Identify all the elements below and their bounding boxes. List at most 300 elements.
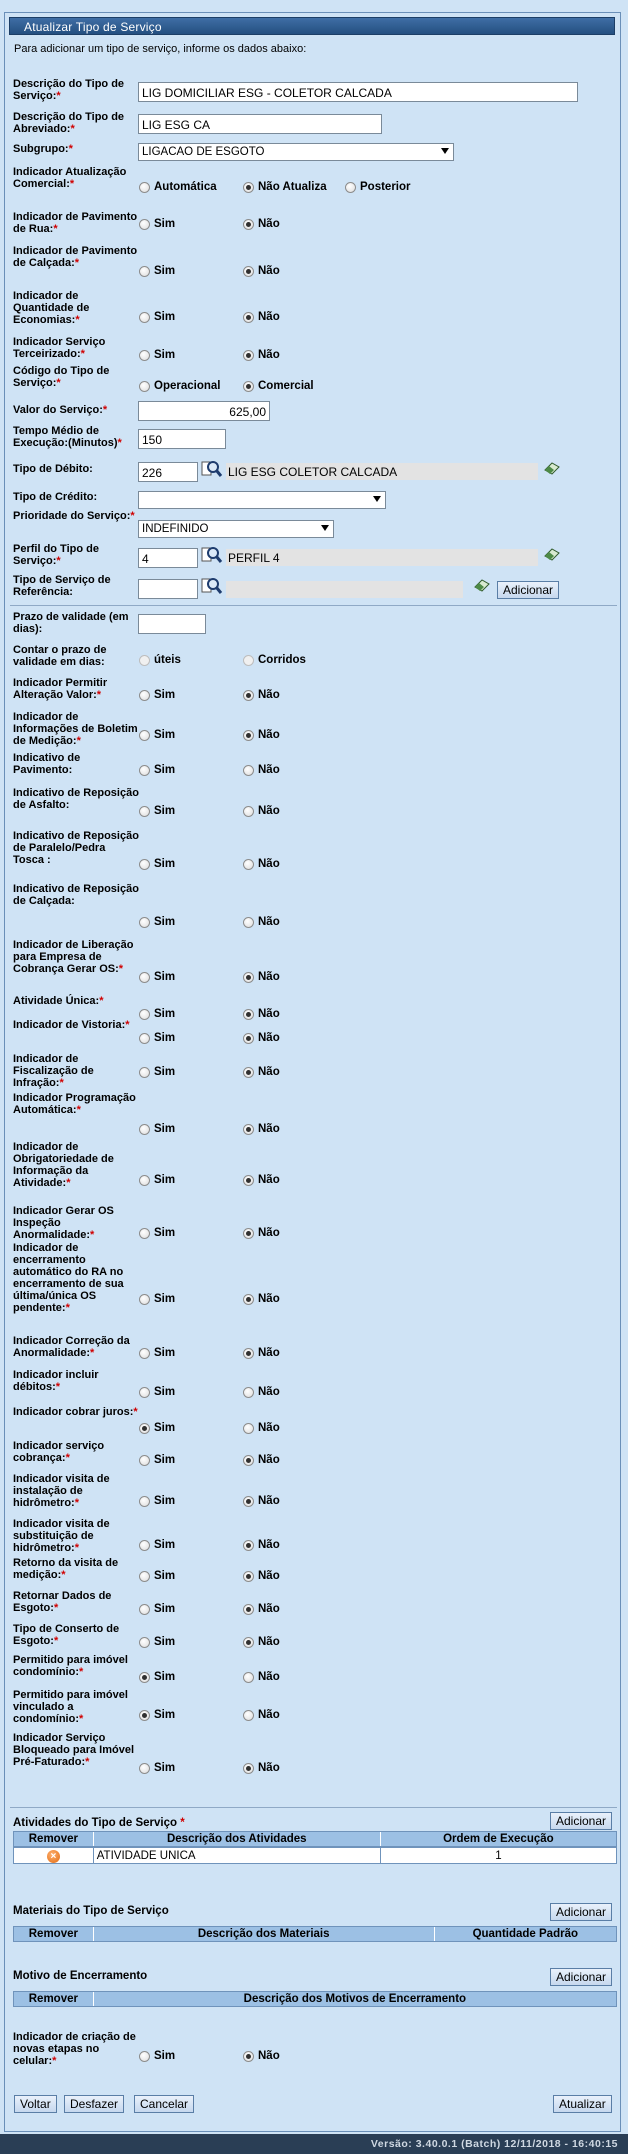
- radio-nao[interactable]: [243, 1293, 280, 1305]
- label-etapas: [13, 2031, 139, 2067]
- radio-nao[interactable]: [243, 1570, 280, 1582]
- radio-label: Não: [258, 349, 280, 361]
- required-marker: *: [61, 1569, 66, 1581]
- radio-button[interactable]: [139, 917, 150, 928]
- radio-label: Não: [258, 1174, 280, 1186]
- label-yesno-8: [13, 830, 139, 866]
- radio-nao[interactable]: [243, 1603, 280, 1615]
- radio-sim[interactable]: [139, 1495, 175, 1507]
- radio-sim[interactable]: [139, 916, 175, 928]
- radio-label: Sim: [154, 1227, 176, 1239]
- radio-label: Não: [258, 971, 280, 983]
- radio-button[interactable]: [243, 312, 254, 323]
- field-label-text: Permitido para imóvel vinculado a condomínio:: [13, 1689, 128, 1725]
- column-header: Remover: [14, 1927, 94, 1941]
- radio-button[interactable]: [243, 266, 254, 277]
- radio-button[interactable]: [139, 350, 150, 361]
- label-yesno-17: [13, 1242, 139, 1314]
- field-label-text: Descrição do Tipo de Abreviado:: [13, 111, 125, 135]
- radio-button[interactable]: [243, 381, 254, 392]
- select-value: LIGACAO DE ESGOTO: [142, 146, 265, 158]
- radio-button[interactable]: [139, 690, 150, 701]
- required-marker: *: [85, 1756, 90, 1768]
- radio-button[interactable]: [139, 312, 150, 323]
- required-marker: *: [90, 1347, 95, 1359]
- radio-button[interactable]: [243, 2051, 254, 2062]
- radio-button[interactable]: [139, 1175, 150, 1186]
- label-perfil: [13, 543, 139, 567]
- radio-button[interactable]: [243, 730, 254, 741]
- radio-corridos: [243, 654, 306, 666]
- radio-label: Não: [258, 916, 280, 928]
- field-label-text: Indicativo de Reposição de Paralelo/Pedra Tosca :: [13, 830, 139, 866]
- field-label-text: Indicador de Vistoria:: [13, 1019, 126, 1031]
- radio-label: Sim: [154, 1123, 176, 1135]
- label-prazo: [13, 611, 139, 635]
- radio-sim[interactable]: [139, 2050, 175, 2062]
- radio-nao[interactable]: [243, 1032, 280, 1044]
- radio-label: Sim: [154, 311, 176, 323]
- required-marker: *: [56, 555, 61, 567]
- radio-label: Sim: [154, 2050, 176, 2062]
- field-label-text: Indicador Atualização Comercial:: [13, 166, 127, 190]
- radio-button[interactable]: [139, 1496, 150, 1507]
- label-yesno-27: [13, 1654, 139, 1678]
- field-label-text: Indicador Gerar OS Inspeção Anormalidade:: [13, 1205, 114, 1241]
- label-credito: [13, 491, 139, 503]
- radio-sim[interactable]: [139, 1066, 175, 1078]
- field-label-text: Indicativo de Reposição de Calçada:: [13, 883, 139, 907]
- label-yesno-15: [13, 1141, 139, 1189]
- radio-nao[interactable]: [243, 1386, 280, 1398]
- field-label-text: Indicador cobrar juros:: [13, 1406, 134, 1418]
- radio-label: Não: [258, 1123, 280, 1135]
- remove-icon[interactable]: ×: [47, 1850, 60, 1863]
- field-label-text: Tempo Médio de Execução:(Minutos): [13, 425, 118, 449]
- required-marker: *: [52, 2055, 57, 2067]
- radio-button[interactable]: [243, 1540, 254, 1551]
- field-label-text: Indicador de Pavimento de Rua:: [13, 211, 138, 235]
- radio-button[interactable]: [139, 266, 150, 277]
- required-marker: *: [53, 1635, 59, 1647]
- radio-nao[interactable]: [243, 311, 280, 323]
- radio-button[interactable]: [243, 1710, 254, 1721]
- radio-nao[interactable]: [243, 1671, 280, 1683]
- radio-button[interactable]: [139, 1067, 150, 1078]
- label-yesno-20: [13, 1406, 139, 1418]
- prioridade-select[interactable]: [138, 520, 334, 538]
- eraser-icon[interactable]: [543, 547, 561, 561]
- radio-button[interactable]: [139, 859, 150, 870]
- required-marker: *: [53, 223, 58, 235]
- radio-nao[interactable]: [243, 916, 280, 928]
- radio-sim[interactable]: [139, 1422, 175, 1434]
- radio-label: Sim: [154, 916, 176, 928]
- radio-label: Não: [258, 1066, 280, 1078]
- radio-sim[interactable]: [139, 1709, 175, 1721]
- required-marker: *: [56, 90, 61, 102]
- radio-nao[interactable]: [243, 1066, 280, 1078]
- radio-nao[interactable]: [243, 1636, 280, 1648]
- label-yesno-16: [13, 1205, 139, 1241]
- radio-button[interactable]: [139, 730, 150, 741]
- radio-nao[interactable]: [243, 805, 280, 817]
- radio-label: Sim: [154, 1603, 176, 1615]
- debito-code-input[interactable]: 226: [138, 462, 198, 482]
- radio-label: Não: [258, 1227, 280, 1239]
- radio-label: Não: [258, 1603, 280, 1615]
- adicionar-referencia-button[interactable]: Adicionar: [497, 581, 559, 599]
- label-yesno-10: [13, 939, 139, 975]
- desfazer-button[interactable]: Desfazer: [64, 2095, 124, 2113]
- radio-label: Sim: [154, 1671, 176, 1683]
- radio-sim[interactable]: [139, 689, 175, 701]
- radio-nao[interactable]: [243, 1123, 280, 1135]
- radio-sim[interactable]: [139, 1762, 175, 1774]
- field-label-text: Tipo de Crédito:: [13, 491, 98, 503]
- radio-label: Não: [258, 1495, 280, 1507]
- radio-label: Sim: [154, 1066, 176, 1078]
- required-marker: *: [117, 437, 122, 449]
- radio-button[interactable]: [139, 219, 150, 230]
- radio-nao[interactable]: [243, 1008, 280, 1020]
- perfil-code-input[interactable]: 4: [138, 548, 198, 568]
- radio-button[interactable]: [139, 1763, 150, 1774]
- radio-nao-atualiza[interactable]: [243, 181, 327, 193]
- tempo-input[interactable]: 150: [138, 429, 226, 449]
- field-label-text: Código do Tipo de Serviço:: [13, 365, 110, 389]
- radio-sim[interactable]: [139, 311, 175, 323]
- radio-button[interactable]: [139, 1033, 150, 1044]
- radio-button[interactable]: [243, 1637, 254, 1648]
- eraser-icon[interactable]: [473, 578, 491, 592]
- radio-sim[interactable]: [139, 1636, 175, 1648]
- radio-button[interactable]: [139, 1423, 150, 1434]
- label-descricao: [13, 78, 139, 102]
- field-label-text: Indicador de criação de novas etapas no celular:: [13, 2031, 136, 2067]
- radio-label: Sim: [154, 805, 176, 817]
- radio-button[interactable]: [243, 219, 254, 230]
- radio-sim[interactable]: [139, 971, 175, 983]
- required-marker: *: [79, 1666, 84, 1678]
- adicionar-motivo-button[interactable]: Adicionar: [550, 1968, 612, 1986]
- radio-button[interactable]: [139, 1710, 150, 1721]
- radio-nao[interactable]: [243, 1454, 280, 1466]
- descricao-input[interactable]: LIG DOMICILIAR ESG - COLETOR CALCADA: [138, 82, 578, 102]
- radio-button[interactable]: [243, 972, 254, 983]
- radio-button[interactable]: [243, 917, 254, 928]
- radio-button[interactable]: [243, 182, 254, 193]
- field-label-text: Indicador de Quantidade de Economias:: [13, 290, 90, 326]
- radio-posterior[interactable]: [345, 181, 411, 193]
- radio-label: Não: [258, 1032, 280, 1044]
- label-codigo-tipo: [13, 365, 139, 389]
- radio-comercial[interactable]: [243, 380, 314, 392]
- atividade-description: ATIVIDADE UNICA: [94, 1848, 381, 1863]
- label-yesno-24: [13, 1557, 139, 1581]
- radio-button: [139, 655, 150, 666]
- radio-button[interactable]: [139, 1571, 150, 1582]
- radio-nao[interactable]: [243, 265, 280, 277]
- required-marker: *: [53, 1602, 59, 1614]
- radio-label: Não: [258, 805, 280, 817]
- radio-sim[interactable]: [139, 729, 175, 741]
- label-referencia: [13, 574, 139, 598]
- radio-label: Não: [258, 218, 280, 230]
- adicionar-material-button[interactable]: Adicionar: [550, 1903, 612, 1921]
- main-frame: [4, 12, 621, 2132]
- search-icon[interactable]: [201, 459, 223, 479]
- radio-sim[interactable]: [139, 1603, 175, 1615]
- radio-label: Comercial: [258, 380, 314, 392]
- radio-button[interactable]: [243, 1033, 254, 1044]
- radio-nao[interactable]: [243, 1495, 280, 1507]
- label-yesno-2: [13, 290, 139, 326]
- radio-label: Sim: [154, 1386, 176, 1398]
- search-icon[interactable]: [201, 545, 223, 565]
- field-label-text: Indicador visita de substituição de hidrômetro:: [13, 1518, 110, 1554]
- radio-sim[interactable]: [139, 1174, 175, 1186]
- radio-button[interactable]: [243, 765, 254, 776]
- radio-button[interactable]: [243, 1387, 254, 1398]
- radio-button[interactable]: [243, 1763, 254, 1774]
- table-row: [13, 1847, 617, 1864]
- radio-button[interactable]: [139, 1540, 150, 1551]
- radio-nao[interactable]: [243, 1709, 280, 1721]
- radio-sim[interactable]: [139, 1570, 175, 1582]
- radio-button[interactable]: [243, 1124, 254, 1135]
- radio-sim[interactable]: [139, 1008, 175, 1020]
- label-yesno-23: [13, 1518, 139, 1554]
- radio-nao[interactable]: [243, 764, 280, 776]
- radio-button: [243, 655, 254, 666]
- radio-button[interactable]: [243, 1009, 254, 1020]
- field-label-text: Prazo de validade (em dias):: [13, 611, 129, 635]
- radio-sim[interactable]: [139, 1539, 175, 1551]
- divider: [10, 605, 617, 606]
- field-label-text: Tipo de Serviço de Referência:: [13, 574, 111, 598]
- field-label-text: Tipo de Débito:: [13, 463, 93, 475]
- radio-sim[interactable]: [139, 805, 175, 817]
- radio-label: Sim: [154, 971, 176, 983]
- radio-sim[interactable]: [139, 218, 175, 230]
- form-area: [5, 13, 622, 2111]
- radio-button[interactable]: [243, 1604, 254, 1615]
- radio-nao[interactable]: [243, 1422, 280, 1434]
- field-label-text: Indicador de Fiscalização de Infração:: [13, 1053, 94, 1089]
- radio-sim[interactable]: [139, 1293, 175, 1305]
- radio-sim[interactable]: [139, 1032, 175, 1044]
- radio-sim[interactable]: [139, 1386, 175, 1398]
- field-label-text: Indicador de Pavimento de Calçada:: [13, 245, 138, 269]
- field-label-text: Atividade Única:: [13, 995, 100, 1007]
- radio-button[interactable]: [243, 1571, 254, 1582]
- radio-label: Não: [258, 1539, 280, 1551]
- required-marker: *: [56, 377, 61, 389]
- field-label-text: Indicador Correção da Anormalidade:: [13, 1335, 130, 1359]
- radio-sim[interactable]: [139, 1227, 175, 1239]
- radio-nao[interactable]: [243, 1347, 280, 1359]
- radio-nao[interactable]: [243, 1174, 280, 1186]
- referencia-description: [226, 581, 463, 598]
- radio-button[interactable]: [243, 1672, 254, 1683]
- radio-label: Não: [258, 265, 280, 277]
- radio-button[interactable]: [243, 1175, 254, 1186]
- radio-nao[interactable]: [243, 1762, 280, 1774]
- column-header: Remover: [14, 1832, 94, 1846]
- radio-sim[interactable]: [139, 764, 175, 776]
- radio-sim[interactable]: [139, 265, 175, 277]
- radio-button[interactable]: [139, 1455, 150, 1466]
- radio-nao[interactable]: [243, 2050, 280, 2062]
- radio-button[interactable]: [139, 381, 150, 392]
- required-marker: *: [80, 348, 85, 360]
- radio-label: Sim: [154, 1347, 176, 1359]
- motivo-table-header: [13, 1991, 617, 2007]
- atividade-ordem: 1: [495, 1850, 502, 1862]
- radio-sim[interactable]: [139, 858, 175, 870]
- column-header: Descrição dos Materiais: [94, 1927, 435, 1941]
- label-yesno-28: [13, 1689, 139, 1725]
- required-marker: *: [79, 1713, 84, 1725]
- radio-button[interactable]: [139, 806, 150, 817]
- label-yesno-21: [13, 1440, 139, 1464]
- label-prioridade: [13, 510, 139, 522]
- radio-button[interactable]: [139, 1348, 150, 1359]
- radio-sim[interactable]: [139, 1671, 175, 1683]
- field-label-text: Valor do Serviço:: [13, 404, 103, 416]
- label-yesno-4: [13, 677, 139, 701]
- radio-button[interactable]: [243, 1348, 254, 1359]
- label-yesno-18: [13, 1335, 139, 1359]
- radio-label: Sim: [154, 349, 176, 361]
- label-yesno-29: [13, 1732, 139, 1768]
- radio-label: Sim: [154, 1636, 176, 1648]
- radio-nao[interactable]: [243, 1539, 280, 1551]
- radio-label: Operacional: [154, 380, 221, 392]
- subgrupo-select[interactable]: [138, 143, 454, 161]
- radio-nao[interactable]: [243, 729, 280, 741]
- radio-label: Sim: [154, 1422, 176, 1434]
- field-label-text: Indicador Programação Automática:: [13, 1092, 136, 1116]
- atividades-title: [13, 1817, 185, 1829]
- radio-button[interactable]: [243, 859, 254, 870]
- radio-nao[interactable]: [243, 971, 280, 983]
- radio-nao[interactable]: [243, 858, 280, 870]
- field-label-text: Tipo de Conserto de Esgoto:: [13, 1623, 120, 1647]
- radio-label: Sim: [154, 265, 176, 277]
- credito-select[interactable]: [138, 491, 386, 509]
- radio-nao[interactable]: [243, 349, 280, 361]
- radio-nao[interactable]: [243, 1227, 280, 1239]
- radio-sim[interactable]: [139, 1123, 175, 1135]
- radio-label: Sim: [154, 1539, 176, 1551]
- eraser-icon[interactable]: [543, 461, 561, 475]
- radio-button[interactable]: [139, 765, 150, 776]
- chevron-down-icon: [441, 148, 449, 154]
- field-label-text: Retornar Dados de Esgoto:: [13, 1590, 112, 1614]
- label-yesno-19: [13, 1369, 139, 1393]
- column-header: Descrição dos Motivos de Encerramento: [243, 1993, 467, 2005]
- radio-label: Sim: [154, 1174, 176, 1186]
- radio-button[interactable]: [139, 1387, 150, 1398]
- radio-button[interactable]: [139, 1124, 150, 1135]
- radio-sim[interactable]: [139, 1347, 175, 1359]
- motivo-title: Motivo de Encerramento: [13, 1970, 148, 1982]
- radio-sim[interactable]: [139, 1454, 175, 1466]
- radio-nao[interactable]: [243, 218, 280, 230]
- radio-button[interactable]: [139, 972, 150, 983]
- radio-button[interactable]: [243, 1067, 254, 1078]
- radio-button[interactable]: [139, 2051, 150, 2062]
- cancelar-button[interactable]: Cancelar: [134, 2095, 194, 2113]
- radio-button[interactable]: [139, 1228, 150, 1239]
- label-yesno-5: [13, 711, 139, 747]
- label-yesno-22: [13, 1473, 139, 1509]
- radio-button[interactable]: [139, 182, 150, 193]
- valor-input[interactable]: 625,00: [138, 401, 270, 421]
- radio-button[interactable]: [243, 1228, 254, 1239]
- adicionar-atividade-button[interactable]: Adicionar: [550, 1812, 612, 1830]
- radio-label: Sim: [154, 729, 176, 741]
- radio-button[interactable]: [243, 690, 254, 701]
- label-yesno-1: [13, 245, 139, 269]
- atualizar-button[interactable]: Atualizar: [553, 2095, 612, 2113]
- search-icon[interactable]: [201, 576, 223, 596]
- radio-operacional[interactable]: [139, 380, 220, 392]
- radio-button[interactable]: [243, 806, 254, 817]
- prazo-input[interactable]: [138, 614, 206, 634]
- required-marker: *: [70, 123, 75, 135]
- field-label-text: Indicador incluir débitos:: [13, 1369, 99, 1393]
- radio-label: Não: [258, 689, 280, 701]
- radio-button[interactable]: [139, 1009, 150, 1020]
- radio-button[interactable]: [139, 1637, 150, 1648]
- radio-sim[interactable]: [139, 349, 175, 361]
- radio-button[interactable]: [243, 1496, 254, 1507]
- radio-label: Sim: [154, 764, 176, 776]
- field-label-text: Perfil do Tipo de Serviço:: [13, 543, 99, 567]
- label-yesno-3: [13, 336, 139, 360]
- required-marker: *: [76, 735, 81, 747]
- radio-button[interactable]: [243, 350, 254, 361]
- radio-button[interactable]: [243, 1455, 254, 1466]
- radio-button[interactable]: [139, 1604, 150, 1615]
- radio-button[interactable]: [243, 1294, 254, 1305]
- radio-button[interactable]: [345, 182, 356, 193]
- voltar-button[interactable]: Voltar: [14, 2095, 57, 2113]
- radio-label: Não: [258, 311, 280, 323]
- required-marker: *: [99, 995, 104, 1007]
- abreviado-input[interactable]: LIG ESG CA: [138, 114, 382, 134]
- referencia-code-input[interactable]: [138, 579, 198, 599]
- radio-label: Sim: [154, 218, 176, 230]
- radio-label: Automática: [154, 181, 217, 193]
- radio-nao[interactable]: [243, 689, 280, 701]
- radio-label: Não: [258, 1636, 280, 1648]
- radio-automatica[interactable]: [139, 181, 217, 193]
- radio-button[interactable]: [139, 1294, 150, 1305]
- radio-button[interactable]: [139, 1672, 150, 1683]
- radio-button[interactable]: [243, 1423, 254, 1434]
- radio-label: Não: [258, 1570, 280, 1582]
- label-yesno-14: [13, 1092, 139, 1116]
- field-label-text: Indicador Permitir Alteração Valor:: [13, 677, 108, 701]
- radio-label: Corridos: [258, 654, 306, 666]
- chevron-down-icon: [321, 525, 329, 531]
- debito-description: LIG ESG COLETOR CALCADA: [226, 463, 538, 480]
- radio-label: Sim: [154, 858, 176, 870]
